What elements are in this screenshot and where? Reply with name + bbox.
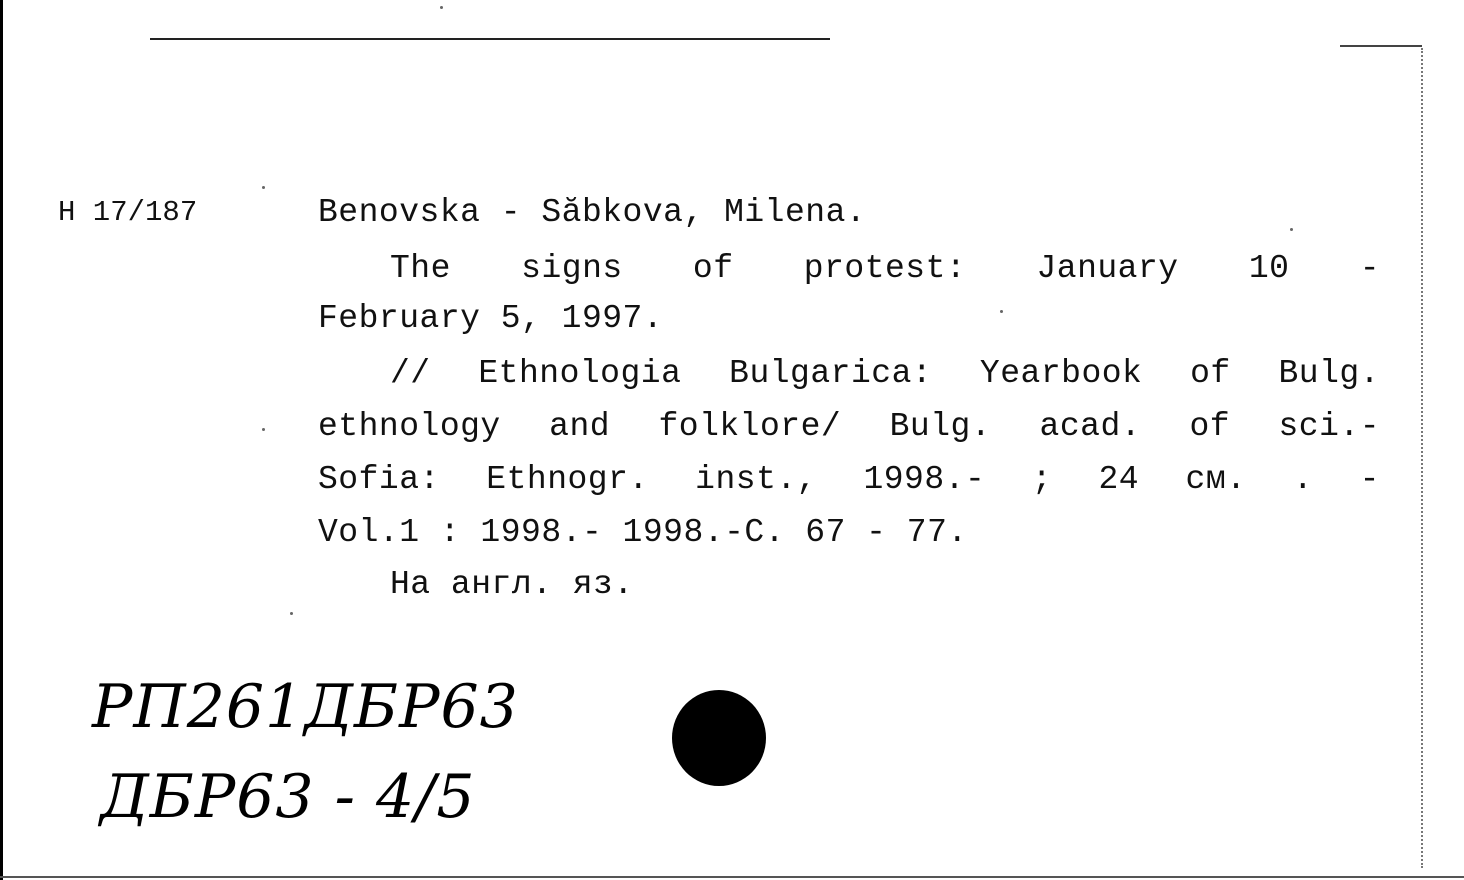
handwritten-call-number-2: ДБР63 - 4/5 <box>100 762 476 832</box>
bottom-rule <box>0 876 1464 878</box>
language-note: На англ. яз. <box>390 566 634 603</box>
scan-speck <box>440 6 443 9</box>
scan-speck <box>1000 310 1003 313</box>
scan-speck <box>290 612 293 615</box>
handwritten-call-number-1: РП261ДБР63 <box>92 672 519 742</box>
source-line-3: Sofia: Ethnogr. inst., 1998.- ; 24 см. . - <box>318 461 1380 498</box>
top-rule <box>150 38 830 40</box>
author-line: Benovska - Săbkova, Milena. <box>318 194 867 231</box>
top-right-rule <box>1340 45 1422 47</box>
scan-speck <box>262 428 265 431</box>
scan-speck <box>1290 228 1293 231</box>
punch-hole <box>672 690 766 786</box>
title-line-1: The signs of protest: January 10 - <box>390 250 1380 287</box>
source-line-1: // Ethnologia Bulgarica: Yearbook of Bulg. <box>390 355 1380 392</box>
source-line-2: ethnology and folklore/ Bulg. acad. of sci.- <box>318 408 1380 445</box>
shelfmark: H 17/187 <box>58 196 198 229</box>
card-left-edge <box>0 0 3 880</box>
source-line-4: Vol.1 : 1998.- 1998.-C. 67 - 77. <box>318 514 968 551</box>
right-dotted-rule <box>1421 48 1423 868</box>
title-line-2: February 5, 1997. <box>318 300 664 337</box>
scan-speck <box>262 186 265 189</box>
